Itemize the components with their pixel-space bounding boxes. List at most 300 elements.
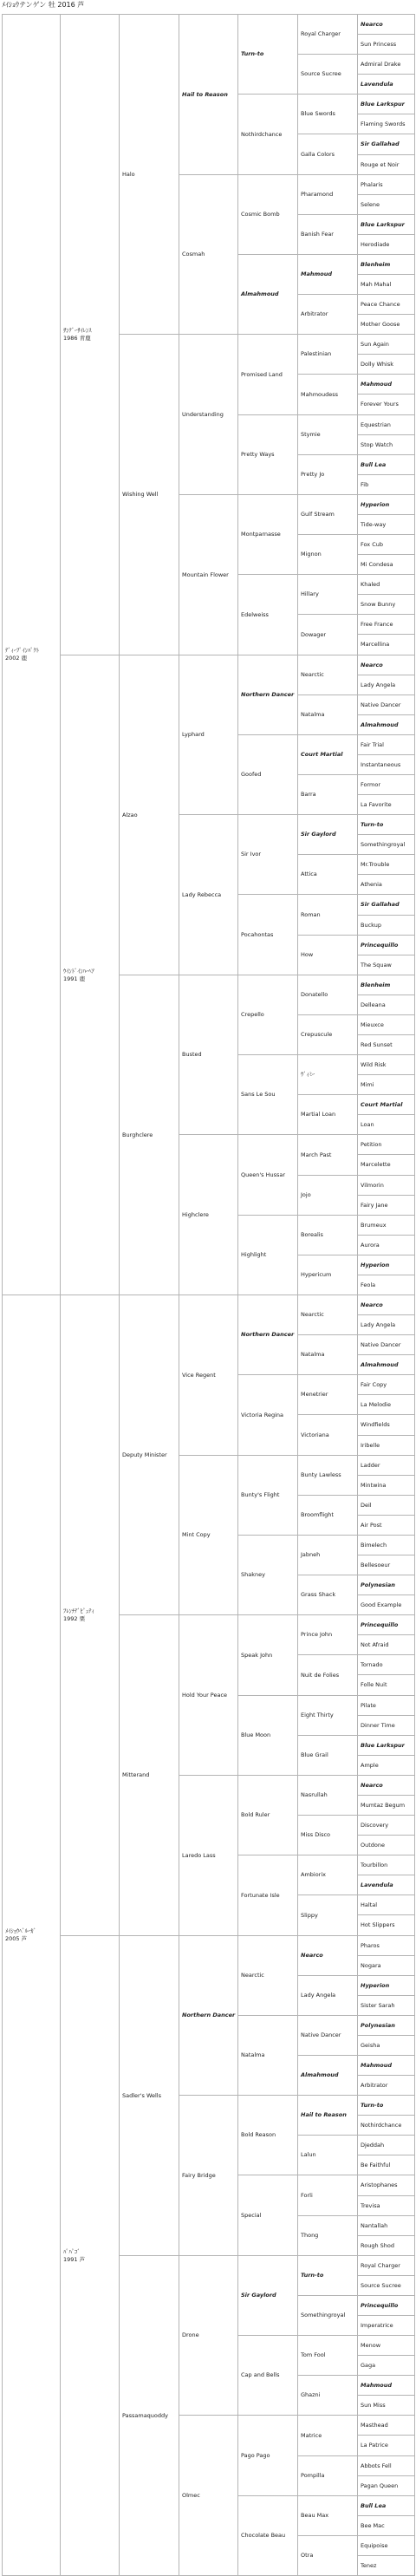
ancestor-name: Miss Disco [301,1831,331,1838]
ancestor-gen5 [237,1295,298,1375]
ancestor-gen7 [357,554,415,575]
ancestor-gen7 [357,1835,415,1855]
ancestor-name: Delleana [361,1001,386,1008]
ancestor-gen6 [297,2015,358,2056]
ancestor-gen7 [357,1374,415,1395]
ancestor-name: Blenheim [361,981,391,988]
ancestor-gen7 [357,854,415,875]
ancestor-name: ｳﾞｨﾐｰ [301,1071,315,1078]
ancestor-name: Mah Mahal [361,280,392,288]
ancestor-gen7 [357,2535,415,2556]
ancestor-gen6 [297,1134,358,1176]
ancestor-gen7 [357,955,415,975]
ancestor-gen7 [357,1255,415,1275]
ancestor-name: Fib [361,480,369,488]
ancestor-name: Tide-way [361,520,387,528]
ancestor-gen7 [357,2215,415,2236]
ancestor-name: Fairy Bridge [182,2171,216,2179]
ancestor-gen7 [357,1975,415,1996]
ancestor-gen7 [357,2195,415,2216]
ancestor-gen4 [179,1614,238,1776]
ancestor-name: Blue Moon [241,1731,271,1738]
ancestor-name: Northern Dancer [241,691,295,698]
ancestor-name: Princequillo [361,941,399,949]
ancestor-name: Nearco [361,20,383,28]
ancestor-name: Hypericum [301,1271,332,1278]
ancestor-gen5 [237,94,298,175]
ancestor-gen7 [357,2415,415,2436]
ancestor-name: Lyphard [182,731,205,738]
ancestor-gen7 [357,2235,415,2256]
ancestor-gen7 [357,695,415,715]
ancestor-gen7 [357,2295,415,2316]
ancestor-name: Princequillo [361,1621,399,1628]
ancestor-name: Sir Gallahad [361,901,400,908]
ancestor-name: Shakney [241,1571,265,1578]
ancestor-gen6 [297,695,358,735]
ancestor-gen6 [297,1775,358,1816]
ancestor-gen7 [357,1674,415,1696]
ancestor-gen5 [237,1134,298,1216]
ancestor-name: Vice Regent [182,1371,216,1379]
ancestor-name: Pilate [361,1701,376,1709]
ancestor-name: Mountain Flower [182,571,229,578]
ancestor-gen7 [357,1034,415,1055]
ancestor-name: Almahmoud [241,290,279,297]
ancestor-name: Lalun [301,2151,316,2158]
ancestor-gen6 [297,14,358,55]
ancestor-name: Bunty's Flight [241,1491,280,1498]
ancestor-name: Gaga [361,2361,376,2369]
ancestor-gen7 [357,1175,415,1196]
ancestor-gen7 [357,394,415,415]
ancestor-gen3 [119,14,179,335]
ancestor-gen7 [357,594,415,615]
ancestor-gen6 [297,2215,358,2256]
ancestor-gen7 [357,454,415,475]
ancestor-gen7 [357,134,415,155]
ancestor-gen7 [357,1595,415,1615]
ancestor-name: Victoria Regina [241,1411,283,1418]
ancestor-name: Palestinian [301,350,332,357]
ancestor-gen6 [297,374,358,415]
ancestor-gen5 [237,254,298,335]
ancestor-gen7 [357,1014,415,1035]
ancestor-gen5 [237,1054,298,1135]
ancestor-name: Natalma [301,711,325,718]
ancestor-name: Blue Swords [301,110,335,117]
ancestor-gen7 [357,1515,415,1536]
ancestor-gen6 [297,2175,358,2216]
ancestor-gen2 [60,14,120,655]
ancestor-gen6 [297,1094,358,1135]
ancestor-name: Somethingroyal [361,840,406,848]
ancestor-name: La Favorite [361,800,392,808]
ancestor-gen6 [297,1014,358,1055]
ancestor-name: Athenia [361,880,382,888]
ancestor-name: Polynesian [361,1581,395,1588]
ancestor-name: Attica [301,871,317,877]
ancestor-gen7 [357,2155,415,2175]
ancestor-gen6 [297,2055,358,2096]
ancestor-name: Pharamond [301,191,334,198]
ancestor-name: Nearco [361,661,383,668]
ancestor-name: Edelweiss [241,610,269,618]
ancestor-gen5 [237,2415,298,2496]
ancestor-name: Brumeux [361,1221,387,1229]
ancestor-gen7 [357,174,415,195]
ancestor-gen7 [357,34,415,55]
ancestor-name: Bold Reason [241,2131,276,2138]
ancestor-name: Aristophanes [361,2181,398,2188]
ancestor-name: Lady Angela [361,1321,396,1328]
ancestor-name: Mieuxce [361,1021,384,1028]
ancestor-gen7 [357,915,415,936]
ancestor-name: Fortunate Isle [241,1891,280,1899]
ancestor-gen6 [297,1295,358,1335]
ancestor-gen7 [357,334,415,355]
ancestor-name: Barra [301,791,316,798]
ancestor-gen7 [357,2375,415,2396]
ancestor-gen7 [357,2395,415,2416]
ancestor-name: Trevisa [361,2201,380,2209]
ancestor-gen6 [297,1255,358,1295]
ancestor-gen7 [357,1435,415,1456]
ancestor-name: ﾌﾚﾝﾁﾃﾞﾋﾟｭﾃｨ 1992 栗 [63,1608,94,1622]
ancestor-name: Red Sunset [361,1040,393,1048]
ancestor-name: Mother Goose [361,320,400,328]
ancestor-name: Sir Gaylord [301,831,336,838]
ancestor-gen7 [357,1695,415,1716]
ancestor-name: Khaled [361,580,380,588]
ancestor-name: Nuit de Folies [301,1671,340,1679]
ancestor-gen7 [357,1475,415,1496]
ancestor-gen6 [297,2535,358,2576]
ancestor-gen3 [119,655,179,975]
ancestor-name: Banish Fear [301,231,334,238]
ancestor-gen5 [237,414,298,495]
ancestor-gen6 [297,1815,358,1855]
ancestor-gen7 [357,655,415,675]
ancestor-gen7 [357,2075,415,2096]
ancestor-gen7 [357,254,415,275]
ancestor-gen7 [357,1295,415,1315]
ancestor-gen6 [297,2375,358,2416]
ancestor-gen7 [357,2555,415,2576]
ancestor-gen6 [297,334,358,375]
ancestor-name: Montparnasse [241,531,281,538]
ancestor-name: Nearctic [241,1972,264,1979]
ancestor-name: Sir Gaylord [241,2292,276,2299]
ancestor-name: Drone [182,2331,199,2338]
ancestor-gen7 [357,2055,415,2076]
ancestor-gen7 [357,2495,415,2516]
ancestor-gen6 [297,1215,358,1255]
ancestor-name: Menetrier [301,1391,328,1398]
ancestor-name: Masthead [361,2421,388,2429]
ancestor-name: Phalaris [361,180,383,188]
ancestor-gen4 [179,2255,238,2416]
ancestor-gen6 [297,414,358,455]
ancestor-gen7 [357,614,415,635]
ancestor-name: Aurora [361,1241,380,1249]
ancestor-gen7 [357,574,415,595]
ancestor-name: Tornado [361,1660,383,1668]
ancestor-gen7 [357,234,415,255]
ancestor-gen3 [119,1935,179,2256]
ancestor-gen7 [357,534,415,555]
ancestor-gen7 [357,1535,415,1555]
ancestor-name: Sun Again [361,340,389,348]
ancestor-gen6 [297,534,358,575]
ancestor-gen7 [357,414,415,435]
ancestor-gen4 [179,2415,238,2576]
ancestor-name: Iribelle [361,1441,380,1449]
ancestor-name: Nogara [361,1961,381,1969]
ancestor-name: Eight Thirty [301,1712,334,1718]
ancestor-gen7 [357,2455,415,2476]
ancestor-name: Loan [361,1120,374,1128]
ancestor-name: Outdone [361,1841,386,1849]
ancestor-gen5 [237,975,298,1055]
ancestor-name: Beau Max [301,2512,329,2519]
ancestor-name: Nasrullah [301,1791,328,1798]
ancestor-name: Buckup [361,921,381,929]
ancestor-name: ﾒｲｼｮｳﾍﾞﾙｰｶﾞ 2005 芦 [5,1927,36,1942]
ancestor-name: Bellesoeur [361,1561,391,1568]
ancestor-name: Air Post [361,1521,382,1529]
ancestor-name: Hold Your Peace [182,1691,228,1699]
ancestor-gen5 [237,494,298,575]
ancestor-gen5 [237,1215,298,1295]
ancestor-name: Sun Miss [361,2401,386,2409]
ancestor-name: Wishing Well [122,491,159,498]
ancestor-name: Natalma [241,2051,265,2058]
ancestor-name: Alzao [122,811,138,818]
ancestor-name: Windfields [361,1421,390,1428]
ancestor-gen5 [237,2015,298,2096]
ancestor-gen7 [357,834,415,855]
ancestor-name: Martial Loan [301,1111,336,1118]
ancestor-name: Geisha [361,2041,380,2049]
ancestor-gen7 [357,1735,415,1756]
ancestor-gen7 [357,2355,415,2376]
ancestor-name: Highclere [182,1210,209,1218]
ancestor-name: Gulf Stream [301,511,335,518]
ancestor-gen7 [357,995,415,1015]
ancestor-gen7 [357,1495,415,1516]
ancestor-gen7 [357,1195,415,1216]
ancestor-gen6 [297,2335,358,2376]
ancestor-gen7 [357,1955,415,1976]
ancestor-gen6 [297,1695,358,1736]
ancestor-gen6 [297,2455,358,2496]
ancestor-gen5 [237,2335,298,2416]
ancestor-gen7 [357,154,415,175]
ancestor-gen7 [357,54,415,75]
ancestor-gen6 [297,1414,358,1456]
ancestor-name: Mr.Trouble [361,860,390,868]
ancestor-name: Wild Risk [361,1060,387,1068]
ancestor-gen7 [357,474,415,495]
ancestor-gen3 [119,334,179,655]
ancestor-name: Nearco [361,1781,383,1789]
ancestor-gen7 [357,94,415,114]
ancestor-gen6 [297,1575,358,1615]
ancestor-name: ｳｲﾝﾄﾞｲﾝﾊｰﾍｱ 1991 鹿 [63,967,94,982]
ancestor-name: Dinner Time [361,1721,395,1729]
ancestor-name: Sir Gallahad [361,140,400,147]
ancestor-name: Mahmoudess [301,390,339,398]
ancestor-gen7 [357,1154,415,1176]
ancestor-gen6 [297,1614,358,1655]
ancestor-name: Bee Mac [361,2521,385,2529]
ancestor-name: ﾃﾞｨｰﾌﾟｲﾝﾊﾟｸﾄ 2002 鹿 [5,647,39,662]
ancestor-gen7 [357,2095,415,2116]
ancestor-name: Almahmoud [361,721,399,728]
ancestor-gen6 [297,894,358,936]
ancestor-name: Mahmoud [301,271,333,277]
ancestor-name: Tom Fool [301,2351,326,2358]
ancestor-name: Court Martial [301,751,343,758]
pedigree-table [2,14,414,2569]
ancestor-gen5 [237,1614,298,1696]
ancestor-name: Turn-to [361,820,384,828]
ancestor-name: Bull Lea [361,460,387,468]
ancestor-name: Polynesian [361,2021,395,2029]
ancestor-name: Sun Princess [361,40,397,48]
ancestor-gen5 [237,14,298,95]
ancestor-name: Lady Angela [361,681,396,688]
ancestor-name: Tourbillon [361,1861,388,1868]
ancestor-name: Lady Angela [301,1992,336,1999]
ancestor-name: Hot Slippers [361,1921,395,1928]
ancestor-name: Flaming Swords [361,120,406,127]
ancestor-name: Djeddah [361,2141,385,2149]
ancestor-name: Mint Copy [182,1531,211,1538]
ancestor-name: Almahmoud [361,1360,399,1368]
ancestor-name: Northern Dancer [182,2012,236,2018]
ancestor-name: Chocolate Beau [241,2532,286,2539]
ancestor-name: Be Faithful [361,2161,391,2168]
ancestor-gen7 [357,1054,415,1075]
ancestor-gen6 [297,774,358,815]
ancestor-name: Ghazni [301,2391,321,2398]
ancestor-name: Goofed [241,771,262,778]
ancestor-name: Native Dancer [361,1340,401,1348]
ancestor-name: Pretty Jo [301,471,325,478]
ancestor-gen4 [179,2095,238,2256]
ancestor-name: Royal Charger [361,2261,400,2269]
ancestor-name: Lavendula [361,1881,393,1888]
ancestor-name: Laredo Lass [182,1851,216,1859]
ancestor-name: Mimi [361,1080,374,1088]
ancestor-name: Fair Copy [361,1380,387,1388]
ancestor-name: Stop Watch [361,440,393,448]
ancestor-name: Free France [361,620,393,628]
ancestor-gen7 [357,2115,415,2136]
ancestor-gen6 [297,854,358,895]
ancestor-gen1 [2,1295,61,2576]
ancestor-gen6 [297,1895,358,1936]
ancestor-name: Peace Chance [361,300,400,308]
ancestor-name: Deil [361,1501,372,1509]
ancestor-name: Rough Shod [361,2241,394,2249]
ancestor-gen7 [357,434,415,455]
ancestor-name: Court Martial [361,1100,403,1108]
ancestor-gen5 [237,894,298,975]
ancestor-gen5 [237,2095,298,2175]
ancestor-gen7 [357,1914,415,1936]
ancestor-name: Fox Cub [361,540,383,548]
ancestor-gen5 [237,1935,298,2016]
ancestor-name: Sans Le Sou [241,1091,276,1098]
ancestor-gen7 [357,1134,415,1155]
ancestor-gen7 [357,2435,415,2456]
ancestor-gen6 [297,1855,358,1895]
ancestor-gen3 [119,975,179,1295]
ancestor-name: Queen's Hussar [241,1171,286,1178]
ancestor-name: Equipoise [361,2541,388,2549]
ancestor-name: Cosmic Bomb [241,211,280,218]
ancestor-gen7 [357,1755,415,1776]
ancestor-name: Formor [361,780,381,788]
ancestor-gen5 [237,2255,298,2336]
ancestor-gen6 [297,2095,358,2136]
ancestor-name: Nothirdchance [361,2121,402,2129]
ancestor-name: Fairy Jane [361,1201,388,1209]
ancestor-name: Marcellina [361,641,390,648]
ancestor-gen7 [357,74,415,95]
ancestor-name: Dolly Whisk [361,360,394,368]
ancestor-gen4 [179,1775,238,1936]
ancestor-name: Turn-to [301,2272,324,2279]
ancestor-name: Nearco [361,1301,383,1308]
ancestor-name: Grass Shack [301,1591,336,1598]
ancestor-name: Arbitrator [301,310,328,317]
ancestor-name: Donatello [301,991,328,998]
ancestor-name: Halo [122,170,135,178]
ancestor-gen7 [357,1614,415,1635]
ancestor-name: La Melodie [361,1400,391,1408]
ancestor-gen7 [357,314,415,335]
ancestor-name: Source Sucree [301,70,341,77]
ancestor-name: Herodiade [361,240,390,248]
ancestor-gen6 [297,94,358,134]
ancestor-name: Native Dancer [301,2031,341,2038]
ancestor-gen7 [357,874,415,895]
ancestor-gen7 [357,1414,415,1436]
ancestor-name: Rouge et Noir [361,160,400,168]
ancestor-name: Nearctic [301,671,324,678]
ancestor-gen6 [297,655,358,695]
ancestor-gen7 [357,1634,415,1655]
ancestor-gen6 [297,1334,358,1375]
ancestor-name: Galla Colors [301,150,335,158]
ancestor-name: Mahmoud [361,2061,393,2069]
ancestor-gen5 [237,2175,298,2256]
ancestor-gen3 [119,2255,179,2576]
ancestor-gen2 [60,655,120,1295]
ancestor-gen5 [237,655,298,735]
ancestor-name: Promised Land [241,370,283,378]
ancestor-name: Natalma [301,1351,325,1358]
ancestor-name: Cap and Bells [241,2371,280,2378]
ancestor-name: How [301,951,314,958]
ancestor-gen5 [237,814,298,895]
ancestor-gen6 [297,174,358,215]
ancestor-name: Discovery [361,1821,389,1829]
